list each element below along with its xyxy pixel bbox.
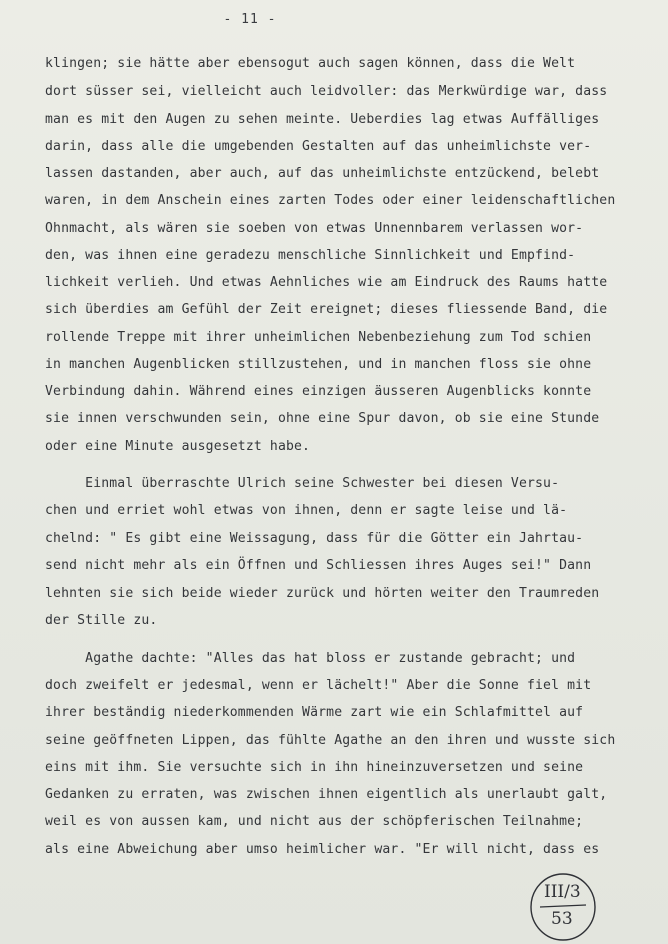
archive-folio-stamp	[528, 872, 598, 942]
text-line: darin, dass alle die umgebenden Gestalten auf das unheimlichste ver-	[45, 139, 592, 154]
text-line: Ohnmacht, als wären sie soeben von etwas Unnennbarem verlassen wor-	[45, 221, 584, 236]
page-number: - 11 -	[223, 12, 277, 27]
text-line: rollende Treppe mit ihrer unheimlichen Nebenbeziehung zum Tod schien	[45, 330, 592, 345]
text-line: chelnd: " Es gibt eine Weissagung, dass für die Götter ein Jahrtau-	[45, 531, 584, 546]
text-line: klingen; sie hätte aber ebensogut auch sagen können, dass die Welt	[45, 56, 576, 71]
text-line: doch zweifelt er jedesmal, wenn er lächelt!" Aber die Sonne fiel mit	[45, 678, 592, 693]
text-line: sich überdies am Gefühl der Zeit ereignet; dieses fliessende Band, die	[45, 302, 608, 317]
text-line: lassen dastanden, aber auch, auf das unheimlichste entzückend, belebt	[45, 166, 600, 181]
text-line: seine geöffneten Lippen, das fühlte Agathe an den ihren und wusste sich	[45, 733, 616, 748]
text-line: chen und erriet wohl etwas von ihnen, denn er sagte leise und lä-	[45, 503, 568, 518]
folio-number: 53	[551, 909, 573, 929]
text-line: der Stille zu.	[45, 613, 158, 628]
text-line: send nicht mehr als ein Öffnen und Schliessen ihres Auges sei!" Dann	[45, 558, 592, 573]
text-line: dort süsser sei, vielleicht auch leidvoller: das Merkwürdige war, dass	[45, 84, 608, 99]
text-line: ihrer beständig niederkommenden Wärme zart wie ein Schlafmittel auf	[45, 705, 584, 720]
text-line: oder eine Minute ausgesetzt habe.	[45, 439, 311, 454]
text-line: lichkeit verlieh. Und etwas Aehnliches wie am Eindruck des Raums hatte	[45, 275, 608, 290]
text-line: weil es von aussen kam, und nicht aus der schöpferischen Teilnahme;	[45, 814, 584, 829]
text-line: lehnten sie sich beide wieder zurück und hörten weiter den Traumreden	[45, 586, 600, 601]
text-line: als eine Abweichung aber umso heimlicher war. "Er will nicht, dass es	[45, 842, 600, 857]
text-line: waren, in dem Anschein eines zarten Todes oder einer leidenschaftlichen	[45, 193, 616, 208]
folio-volume: III/3	[544, 882, 581, 902]
text-line: Agathe dachte: "Alles das hat bloss er zustande gebracht; und	[45, 651, 576, 666]
text-line: Einmal überraschte Ulrich seine Schwester bei diesen Versu-	[45, 476, 560, 491]
text-line: in manchen Augenblicken stillzustehen, und in manchen floss sie ohne	[45, 357, 592, 372]
text-line: sie innen verschwunden sein, ohne eine Spur davon, ob sie eine Stunde	[45, 411, 600, 426]
text-line: den, was ihnen eine geradezu menschliche Sinnlichkeit und Empfind-	[45, 248, 576, 263]
text-line: eins mit ihm. Sie versuchte sich in ihn hineinzuversetzen und seine	[45, 760, 584, 775]
text-line: man es mit den Augen zu sehen meinte. Ueberdies lag etwas Auffälliges	[45, 112, 600, 127]
text-line: Verbindung dahin. Während eines einzigen äusseren Augenblicks konnte	[45, 384, 592, 399]
text-line: Gedanken zu erraten, was zwischen ihnen eigentlich als unerlaubt galt,	[45, 787, 608, 802]
